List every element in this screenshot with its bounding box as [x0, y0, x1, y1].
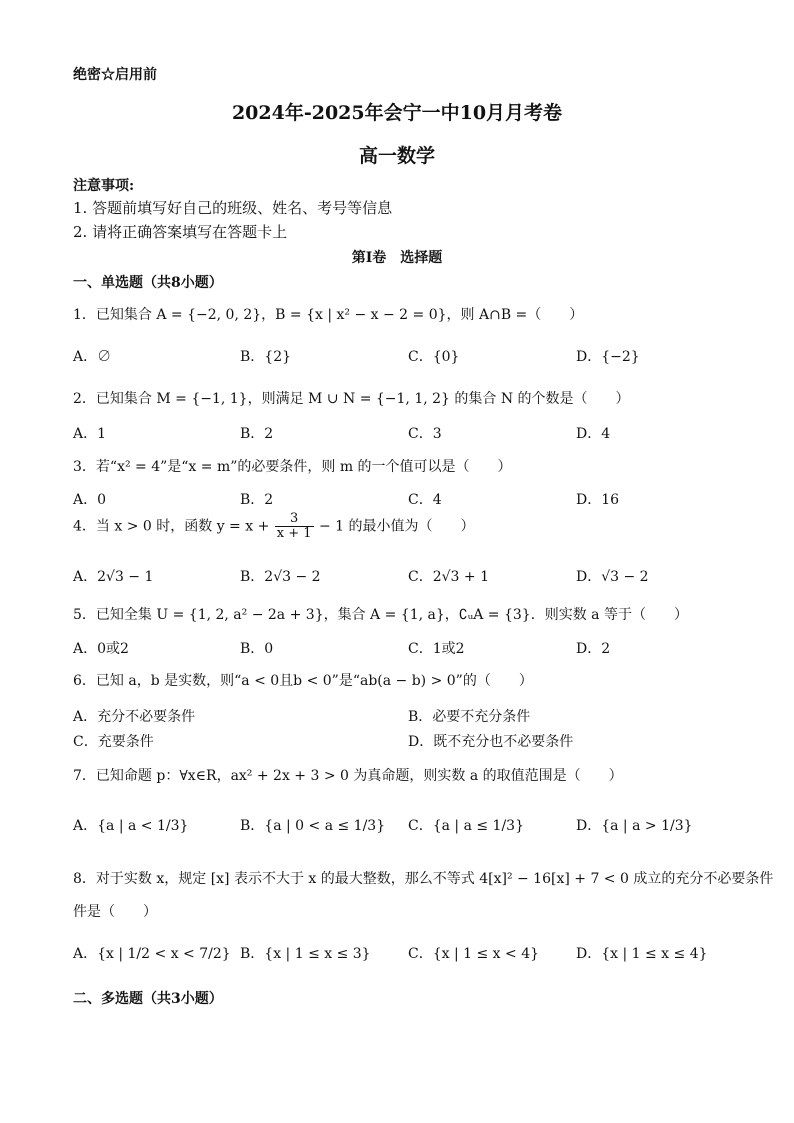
q3-option-b: B．2 — [240, 492, 274, 508]
q7-option-a: A．{a | a < 1/3} — [73, 818, 189, 834]
q2-option-b: B．2 — [240, 426, 274, 442]
q2-option-c: C．3 — [408, 426, 442, 442]
confidential-label: 绝密☆启用前 — [73, 67, 157, 83]
question-8-stem: 8．对于实数 x，规定 [x] 表示不大于 x 的最大整数，那么不等式 4[x]² − 16[x] + 7 < 0 成立的充分不必要条件 — [73, 871, 774, 887]
exam-title: 2024年-2025年会宁一中10月月考卷 — [231, 102, 563, 124]
q7-option-b: B．{a | 0 < a ≤ 1/3} — [240, 818, 386, 834]
q2-option-a: A．1 — [73, 426, 107, 442]
q8-option-a: A．{x | 1/2 < x < 7/2} — [73, 946, 231, 962]
q3-option-a: A．0 — [73, 492, 107, 508]
q6-option-c: C．充要条件 — [73, 734, 154, 750]
q4-fraction — [275, 512, 314, 541]
q1-option-b: B．{2} — [240, 349, 292, 365]
question-1-stem: 1．已知集合 A = {−2, 0, 2}，B = {x | x² − x − 2 = 0}，则 A∩B =（ ） — [73, 307, 584, 323]
notice-item: 1. 答题前填写好自己的班级、姓名、考号等信息 — [73, 199, 393, 217]
q4-stem-part-b: − 1 的最小值为（ ） — [318, 518, 475, 535]
q8-option-d: D．{x | 1 ≤ x ≤ 4} — [576, 946, 708, 962]
question-2-stem: 2．已知集合 M = {−1, 1}，则满足 M ∪ N = {−1, 1, 2} 的集合 N 的个数是（ ） — [73, 391, 630, 407]
question-8-stem-continued: 件是（ ） — [73, 904, 157, 920]
notice-title: 注意事项: — [73, 178, 135, 194]
q4-option-d: D．√3 − 2 — [576, 569, 649, 585]
question-5-stem: 5．已知全集 U = {1, 2, a² − 2a + 3}，集合 A = {1, a}，∁ᵤA = {3}．则实数 a 等于（ ） — [73, 607, 688, 623]
q6-option-b: B．必要不充分条件 — [408, 709, 531, 725]
q6-option-d: D．既不充分也不必要条件 — [408, 734, 574, 750]
q1-option-a: A．∅ — [73, 349, 112, 365]
q4-fraction-denominator: x + 1 — [276, 526, 312, 541]
q3-option-d: D．16 — [576, 492, 620, 508]
q1-option-d: D．{−2} — [576, 349, 640, 365]
notice-item: 2. 请将正确答案填写在答题卡上 — [73, 223, 288, 241]
question-7-stem: 7．已知命题 p：∀x∈R，ax² + 2x + 3 > 0 为真命题，则实数 a 的取值范围是（ ） — [73, 768, 623, 784]
q4-stem-part-a: 4．当 x > 0 时，函数 y = x + — [73, 518, 270, 535]
section-title-multiple-choice: 二、多选题（共3小题） — [73, 991, 223, 1007]
question-3-stem: 3．若“x² = 4”是“x = m”的必要条件，则 m 的一个值可以是（ ） — [73, 459, 512, 475]
q7-option-d: D．{a | a > 1/3} — [576, 818, 693, 834]
q4-fraction-numerator: 3 — [275, 512, 314, 527]
q8-option-b: B．{x | 1 ≤ x ≤ 3} — [240, 946, 371, 962]
q4-option-c: C．2√3 + 1 — [408, 569, 489, 585]
section-title-single-choice: 一、单选题（共8小题） — [73, 275, 223, 291]
part-title: 第Ⅰ卷 选择题 — [351, 250, 443, 266]
q5-option-d: D．2 — [576, 641, 611, 657]
q1-option-c: C．{0} — [408, 349, 460, 365]
q7-option-c: C．{a | a ≤ 1/3} — [408, 818, 524, 834]
question-4-stem — [73, 512, 475, 541]
q8-option-c: C．{x | 1 ≤ x < 4} — [408, 946, 540, 962]
q5-option-c: C．1或2 — [408, 641, 465, 657]
question-6-stem: 6．已知 a，b 是实数，则“a < 0且b < 0”是“ab(a − b) > 0”的（ ） — [73, 673, 533, 689]
subject-title: 高一数学 — [358, 145, 435, 167]
q2-option-d: D．4 — [576, 426, 611, 442]
q5-option-a: A．0或2 — [73, 641, 129, 657]
q3-option-c: C．4 — [408, 492, 442, 508]
q4-option-a: A．2√3 − 1 — [73, 569, 154, 585]
q6-option-a: A．充分不必要条件 — [73, 709, 196, 725]
q5-option-b: B．0 — [240, 641, 274, 657]
q4-option-b: B．2√3 − 2 — [240, 569, 321, 585]
